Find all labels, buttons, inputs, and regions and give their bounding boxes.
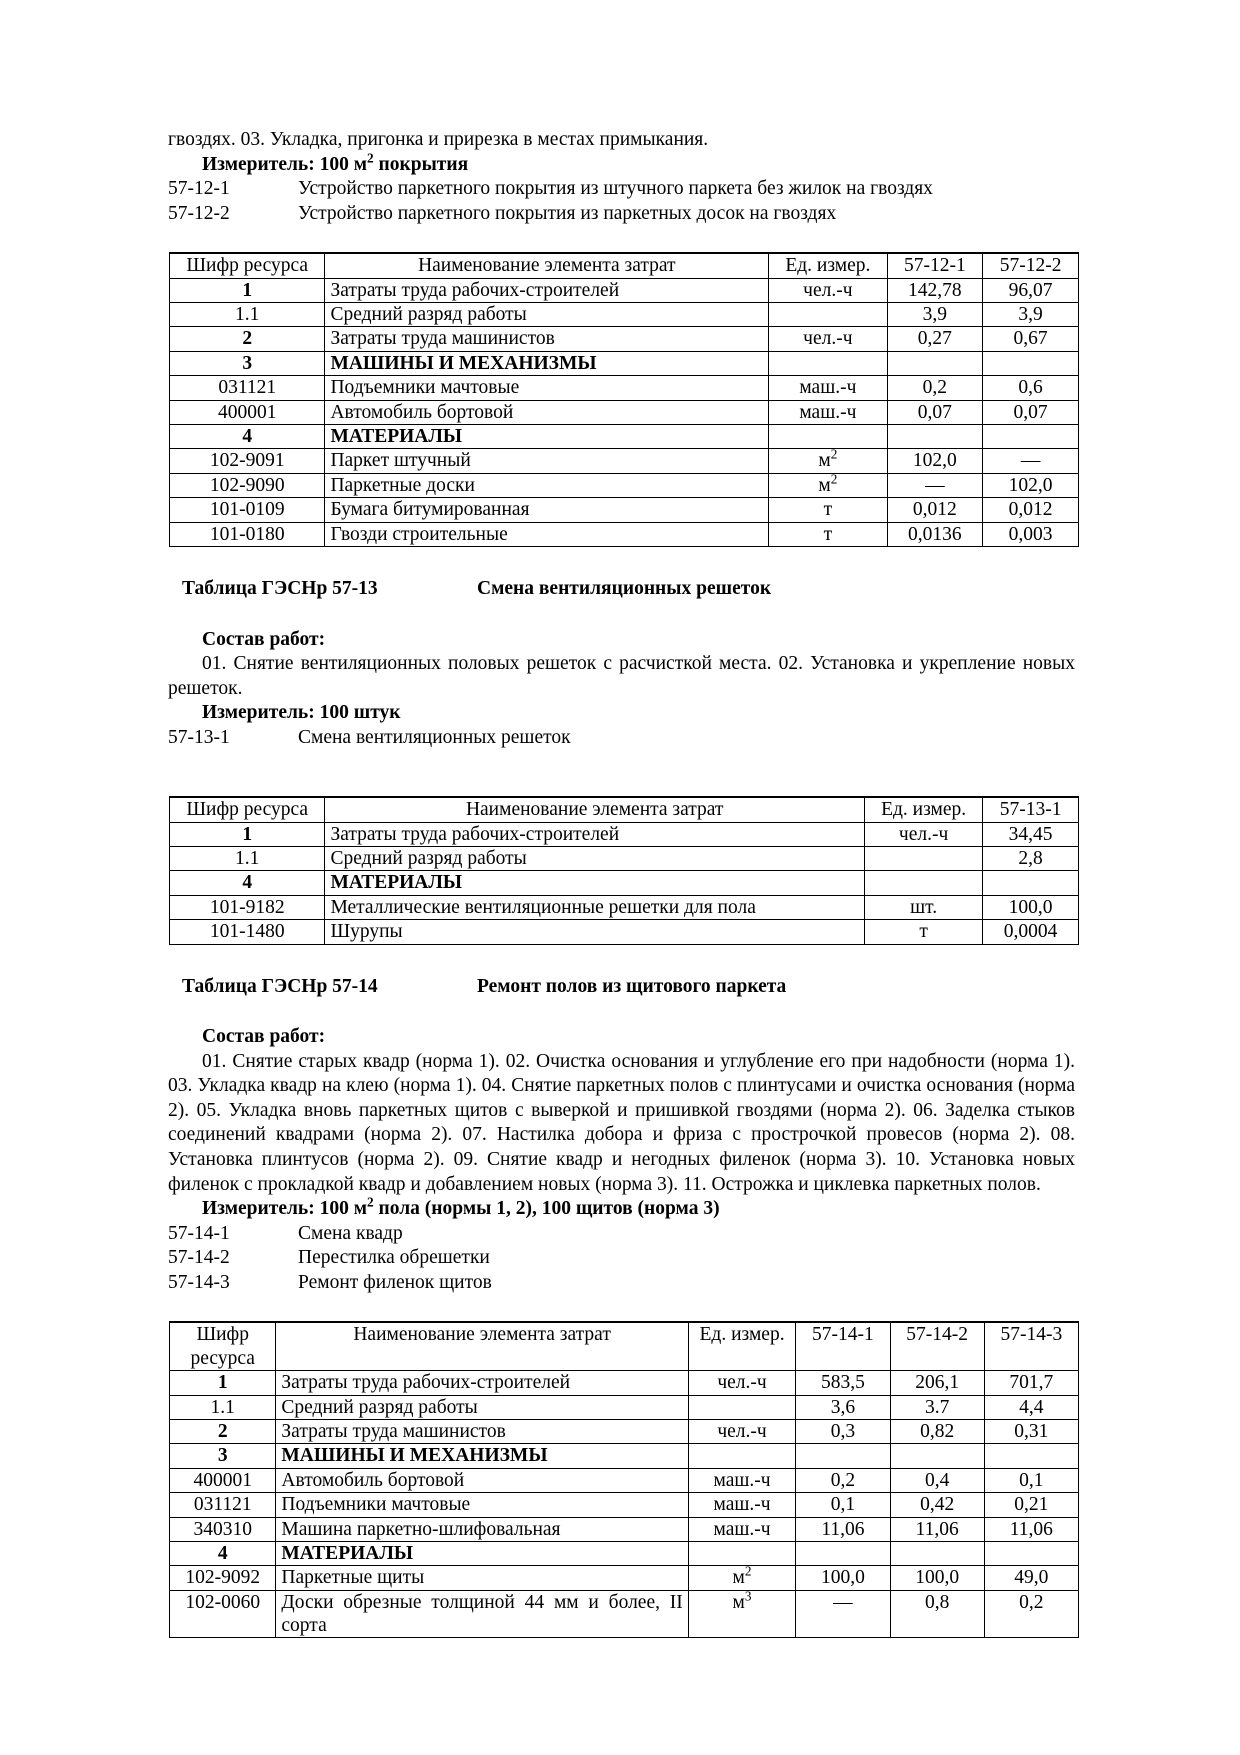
cell-value-2 xyxy=(983,424,1079,448)
cell-unit: маш.-ч xyxy=(688,1468,796,1492)
header-cell-v1: 57-14-1 xyxy=(796,1322,890,1370)
norm-desc: Смена квадр xyxy=(298,1222,403,1244)
cell-value-1: 3,6 xyxy=(796,1395,890,1419)
cell-value-2 xyxy=(890,1541,984,1565)
cell-value-1: 0,27 xyxy=(887,327,983,351)
cell-element-name: Паркетные доски xyxy=(325,473,769,497)
cell-element-name: МАШИНЫ И МЕХАНИЗМЫ xyxy=(276,1444,688,1468)
top-paragraph: гвоздях. 03. Укладка, пригонка и прирезка в местах примыкания. xyxy=(168,129,709,150)
cell-unit: чел.-ч xyxy=(688,1419,796,1443)
cell-value-1: 0,2 xyxy=(796,1468,890,1492)
cell-element-name: Подъемники мачтовые xyxy=(276,1493,688,1517)
cell-element-name: Затраты труда рабочих-строителей xyxy=(325,822,865,846)
cell-value-2: 3,9 xyxy=(983,303,1079,327)
cell-value-2: 0,07 xyxy=(983,400,1079,424)
cell-value-1: 100,0 xyxy=(983,895,1079,919)
cell-value-2: 0,8 xyxy=(890,1590,984,1638)
cell-value-1 xyxy=(796,1444,890,1468)
measure-text: Измеритель: 100 м xyxy=(202,1198,368,1220)
cell-element-name: МАТЕРИАЛЫ xyxy=(325,424,769,448)
cell-resource-code: 1 xyxy=(170,1371,276,1395)
table-header-row xyxy=(170,253,1079,278)
cell-unit: т xyxy=(769,498,887,522)
cell-unit xyxy=(769,303,887,327)
cell-element-name: Гвозди строительные xyxy=(325,522,769,546)
works-heading-57-14: Состав работ: xyxy=(202,1026,326,1048)
header-cell-name: Наименование элемента затрат xyxy=(325,253,769,278)
norm-code: 57-14-1 xyxy=(168,1222,230,1244)
cell-unit: чел.-ч xyxy=(688,1371,796,1395)
norm-code: 57-13-1 xyxy=(168,726,230,748)
cell-element-name: Паркетные щиты xyxy=(276,1566,688,1590)
measure-superscript: 2 xyxy=(367,150,374,166)
cell-unit: чел.-ч xyxy=(864,822,982,846)
cell-resource-code: 400001 xyxy=(170,1468,276,1492)
cell-resource-code: 1.1 xyxy=(170,847,325,871)
cell-unit: чел.-ч xyxy=(769,327,887,351)
cell-element-name: МАШИНЫ И МЕХАНИЗМЫ xyxy=(325,351,769,375)
norm-list-57-12 xyxy=(168,177,1075,226)
table-header xyxy=(170,797,1079,822)
norm-line xyxy=(168,1222,1075,1247)
cell-unit: маш.-ч xyxy=(688,1517,796,1541)
cell-value-1: 0,1 xyxy=(796,1493,890,1517)
table-row xyxy=(170,1566,1079,1590)
table-row xyxy=(170,400,1079,424)
resource-table-57-13 xyxy=(169,796,1079,944)
cell-value-1 xyxy=(983,871,1079,895)
header-cell-code: Шифр ресурса xyxy=(170,797,325,822)
norm-desc: Смена вентиляционных решеток xyxy=(298,726,571,748)
cell-unit: маш.-ч xyxy=(769,400,887,424)
cell-value-1: 583,5 xyxy=(796,1371,890,1395)
cell-resource-code: 2 xyxy=(170,1419,276,1443)
table-row xyxy=(170,376,1079,400)
cell-unit: $м^2$ xyxy=(769,449,887,473)
cell-resource-code: 102-9091 xyxy=(170,449,325,473)
cell-value-2: 0,6 xyxy=(983,376,1079,400)
measure-superscript: 2 xyxy=(367,1194,374,1210)
cell-unit: шт. xyxy=(864,895,982,919)
header-cell-unit: Ед. измер. xyxy=(688,1322,796,1370)
table-name: Смена вентиляционных решеток xyxy=(477,577,772,599)
table-row xyxy=(170,303,1079,327)
cell-value-2: 0,4 xyxy=(890,1468,984,1492)
cell-element-name: Машина паркетно-шлифовальная xyxy=(276,1517,688,1541)
table-row xyxy=(170,847,1079,871)
cell-resource-code: 102-9092 xyxy=(170,1566,276,1590)
cell-value-3: 701,7 xyxy=(984,1371,1078,1395)
table-row xyxy=(170,473,1079,497)
table-row xyxy=(170,424,1079,448)
cell-element-name: Средний разряд работы xyxy=(325,847,865,871)
cell-value-2: 102,0 xyxy=(983,473,1079,497)
cell-resource-code: 4 xyxy=(170,871,325,895)
cell-value-2: 11,06 xyxy=(890,1517,984,1541)
cell-unit xyxy=(769,351,887,375)
cell-value-1: 100,0 xyxy=(796,1566,890,1590)
norm-line xyxy=(168,1271,1075,1296)
cell-element-name: МАТЕРИАЛЫ xyxy=(325,871,865,895)
cell-value-1: — xyxy=(796,1590,890,1638)
cell-value-1: 2,8 xyxy=(983,847,1079,871)
cell-value-1: 0,3 xyxy=(796,1419,890,1443)
measure-line-57-13: Измеритель: 100 штук xyxy=(202,702,401,724)
cell-unit: маш.-ч xyxy=(688,1493,796,1517)
cell-element-name: Затраты труда машинистов xyxy=(276,1419,688,1443)
table-title-57-13 xyxy=(182,577,1075,602)
header-cell-unit: Ед. измер. xyxy=(769,253,887,278)
cell-element-name: Автомобиль бортовой xyxy=(325,400,769,424)
cell-element-name: Доски обрезные толщиной 44 мм и более, II сорта xyxy=(276,1590,688,1638)
cell-resource-code: 1 xyxy=(170,278,325,302)
cell-value-2: 0,003 xyxy=(983,522,1079,546)
table-row xyxy=(170,327,1079,351)
cell-unit xyxy=(688,1444,796,1468)
cell-element-name: МАТЕРИАЛЫ xyxy=(276,1541,688,1565)
table-row xyxy=(170,351,1079,375)
cell-value-1 xyxy=(887,351,983,375)
norm-code: 57-12-1 xyxy=(168,178,230,200)
cell-resource-code: 3 xyxy=(170,1444,276,1468)
table-row xyxy=(170,822,1079,846)
norm-line xyxy=(168,1246,1075,1271)
table-row xyxy=(170,895,1079,919)
resource-table-57-14 xyxy=(169,1321,1079,1638)
norm-code: 57-12-2 xyxy=(168,202,230,224)
cell-value-2: 3.7 xyxy=(890,1395,984,1419)
norm-desc: Ремонт филенок щитов xyxy=(298,1271,492,1293)
header-cell-v2: 57-12-2 xyxy=(983,253,1079,278)
table-row xyxy=(170,1395,1079,1419)
cell-resource-code: 031121 xyxy=(170,376,325,400)
cell-element-name: Подъемники мачтовые xyxy=(325,376,769,400)
cell-resource-code: 1.1 xyxy=(170,1395,276,1419)
table-row xyxy=(170,449,1079,473)
header-cell-unit: Ед. измер. xyxy=(864,797,982,822)
header-cell-v1: 57-12-1 xyxy=(887,253,983,278)
cell-resource-code: 101-0109 xyxy=(170,498,325,522)
cell-value-1: 3,9 xyxy=(887,303,983,327)
norm-desc: Устройство паркетного покрытия из штучного паркета без жилок на гвоздях xyxy=(298,178,933,200)
table-header xyxy=(170,1322,1079,1370)
cell-value-1: 142,78 xyxy=(887,278,983,302)
cell-element-name: Затраты труда машинистов xyxy=(325,327,769,351)
cell-value-1: 0,012 xyxy=(887,498,983,522)
cell-unit: маш.-ч xyxy=(769,376,887,400)
table-row xyxy=(170,1444,1079,1468)
cell-value-2: 206,1 xyxy=(890,1371,984,1395)
cell-unit: $м^2$ xyxy=(769,473,887,497)
table-label: Таблица ГЭСНр 57-13 xyxy=(182,577,378,599)
cell-resource-code: 2 xyxy=(170,327,325,351)
table-row xyxy=(170,1468,1079,1492)
cell-unit: чел.-ч xyxy=(769,278,887,302)
cell-value-2: — xyxy=(983,449,1079,473)
cell-element-name: Шурупы xyxy=(325,920,865,944)
cell-value-3: 49,0 xyxy=(984,1566,1078,1590)
table-row xyxy=(170,1371,1079,1395)
measure-text: Измеритель: 100 м xyxy=(202,153,368,175)
table-header xyxy=(170,253,1079,278)
cell-element-name: Паркет штучный xyxy=(325,449,769,473)
measure-line-57-14 xyxy=(202,1194,1075,1222)
norm-list-57-14 xyxy=(168,1222,1075,1296)
norm-line-57-13-1 xyxy=(168,726,1075,751)
header-cell-name: Наименование элемента затрат xyxy=(276,1322,688,1370)
norm-desc: Перестилка обрешетки xyxy=(298,1247,490,1269)
table-row xyxy=(170,1419,1079,1443)
header-cell-v2: 57-14-2 xyxy=(890,1322,984,1370)
cell-element-name: Затраты труда рабочих-строителей xyxy=(276,1371,688,1395)
table-row xyxy=(170,1493,1079,1517)
cell-element-name: Средний разряд работы xyxy=(325,303,769,327)
cell-value-2: 100,0 xyxy=(890,1566,984,1590)
cell-unit: т xyxy=(864,920,982,944)
table-label: Таблица ГЭСНр 57-14 xyxy=(182,975,378,997)
cell-unit xyxy=(864,847,982,871)
cell-element-name: Затраты труда рабочих-строителей xyxy=(325,278,769,302)
header-cell-code: Шифр ресурса xyxy=(170,253,325,278)
cell-resource-code: 102-9090 xyxy=(170,473,325,497)
table-header-row xyxy=(170,1322,1079,1370)
cell-resource-code: 101-0180 xyxy=(170,522,325,546)
cell-resource-code: 340310 xyxy=(170,1517,276,1541)
cell-resource-code: 101-9182 xyxy=(170,895,325,919)
cell-value-2: 96,07 xyxy=(983,278,1079,302)
cell-value-1: 0,0136 xyxy=(887,522,983,546)
cell-value-1: — xyxy=(887,473,983,497)
cell-resource-code: 1.1 xyxy=(170,303,325,327)
cell-value-2: 0,012 xyxy=(983,498,1079,522)
cell-value-1: 102,0 xyxy=(887,449,983,473)
cell-value-1 xyxy=(796,1541,890,1565)
measure-suffix: пола (нормы 1, 2), 100 щитов (норма 3) xyxy=(373,1198,720,1220)
table-name: Ремонт полов из щитового паркета xyxy=(477,975,787,997)
cell-resource-code: 4 xyxy=(170,1541,276,1565)
cell-resource-code: 101-1480 xyxy=(170,920,325,944)
table-body xyxy=(170,1371,1079,1638)
cell-resource-code: 4 xyxy=(170,424,325,448)
header-cell-code: Шифр ресурса xyxy=(170,1322,276,1370)
cell-value-2 xyxy=(983,351,1079,375)
norm-code: 57-14-3 xyxy=(168,1271,230,1293)
cell-value-1: 11,06 xyxy=(796,1517,890,1541)
table-row xyxy=(170,278,1079,302)
cell-value-1: 0,07 xyxy=(887,400,983,424)
cell-resource-code: 400001 xyxy=(170,400,325,424)
norm-line xyxy=(168,177,1075,202)
cell-value-2: 0,67 xyxy=(983,327,1079,351)
works-heading-57-13: Состав работ: xyxy=(202,628,326,650)
cell-value-3: 0,2 xyxy=(984,1590,1078,1638)
table-header-row xyxy=(170,797,1079,822)
header-cell-v3: 57-14-3 xyxy=(984,1322,1078,1370)
cell-value-3: 0,31 xyxy=(984,1419,1078,1443)
header-cell-name: Наименование элемента затрат xyxy=(325,797,865,822)
table-body xyxy=(170,278,1079,546)
measure-line-57-12 xyxy=(202,150,1075,178)
works-body-57-14: 01. Снятие старых квадр (норма 1). 02. Очистка основания и углубление его при надобности (норма 1). 03. Укладка квадр на клею (норма 1). 04. Снятие паркетных полов с плинтусами и очистка основания (норма 2). 05. Укладка вновь паркетных щитов с выверкой и пришивкой гвоздями (норма 2). 06. Заделка стыков соединений квадрами (норма 2). 07. Настилка добора и фриза с прострочкой провесов (норма 2). 08. Установка плинтусов (норма 2). 09. Снятие квадр и негодных филенок (норма 3). 10. Установка новых филенок с прокладкой квадр и добавлением новых (норма 3). 11. Острожка и циклевка паркетных полов. xyxy=(168,1050,1075,1195)
table-row xyxy=(170,1517,1079,1541)
cell-unit xyxy=(688,1395,796,1419)
table-title-57-14 xyxy=(182,975,1075,1000)
table-row xyxy=(170,871,1079,895)
cell-element-name: Бумага битумированная xyxy=(325,498,769,522)
cell-unit xyxy=(864,871,982,895)
cell-unit: т xyxy=(769,522,887,546)
header-cell-v1: 57-13-1 xyxy=(983,797,1079,822)
measure-suffix: покрытия xyxy=(373,153,469,175)
norm-code: 57-14-2 xyxy=(168,1247,230,1269)
cell-unit: $м^3$ xyxy=(688,1590,796,1638)
resource-table-57-12 xyxy=(169,252,1079,547)
cell-value-1: 0,2 xyxy=(887,376,983,400)
cell-resource-code: 102-0060 xyxy=(170,1590,276,1638)
cell-value-3: 11,06 xyxy=(984,1517,1078,1541)
cell-element-name: Автомобиль бортовой xyxy=(276,1468,688,1492)
cell-unit xyxy=(769,424,887,448)
cell-value-1: 0,0004 xyxy=(983,920,1079,944)
cell-value-2 xyxy=(890,1444,984,1468)
table-row xyxy=(170,498,1079,522)
cell-unit: $м^2$ xyxy=(688,1566,796,1590)
cell-value-3: 4,4 xyxy=(984,1395,1078,1419)
cell-value-3 xyxy=(984,1541,1078,1565)
table-body xyxy=(170,822,1079,944)
cell-resource-code: 031121 xyxy=(170,1493,276,1517)
cell-element-name: Средний разряд работы xyxy=(276,1395,688,1419)
cell-resource-code: 3 xyxy=(170,351,325,375)
cell-value-3: 0,21 xyxy=(984,1493,1078,1517)
cell-element-name: Металлические вентиляционные решетки для пола xyxy=(325,895,865,919)
norm-desc: Устройство паркетного покрытия из паркетных досок на гвоздях xyxy=(298,202,837,224)
cell-value-3 xyxy=(984,1444,1078,1468)
table-row xyxy=(170,1541,1079,1565)
works-body-57-13: 01. Снятие вентиляционных половых решеток с расчисткой места. 02. Установка и укрепление новых решеток. xyxy=(168,653,1075,699)
norm-line xyxy=(168,202,1075,227)
cell-value-1 xyxy=(887,424,983,448)
table-row xyxy=(170,920,1079,944)
cell-value-2: 0,82 xyxy=(890,1419,984,1443)
table-row xyxy=(170,1590,1079,1638)
cell-unit xyxy=(688,1541,796,1565)
cell-value-3: 0,1 xyxy=(984,1468,1078,1492)
table-row xyxy=(170,522,1079,546)
cell-value-2: 0,42 xyxy=(890,1493,984,1517)
cell-value-1: 34,45 xyxy=(983,822,1079,846)
cell-resource-code: 1 xyxy=(170,822,325,846)
